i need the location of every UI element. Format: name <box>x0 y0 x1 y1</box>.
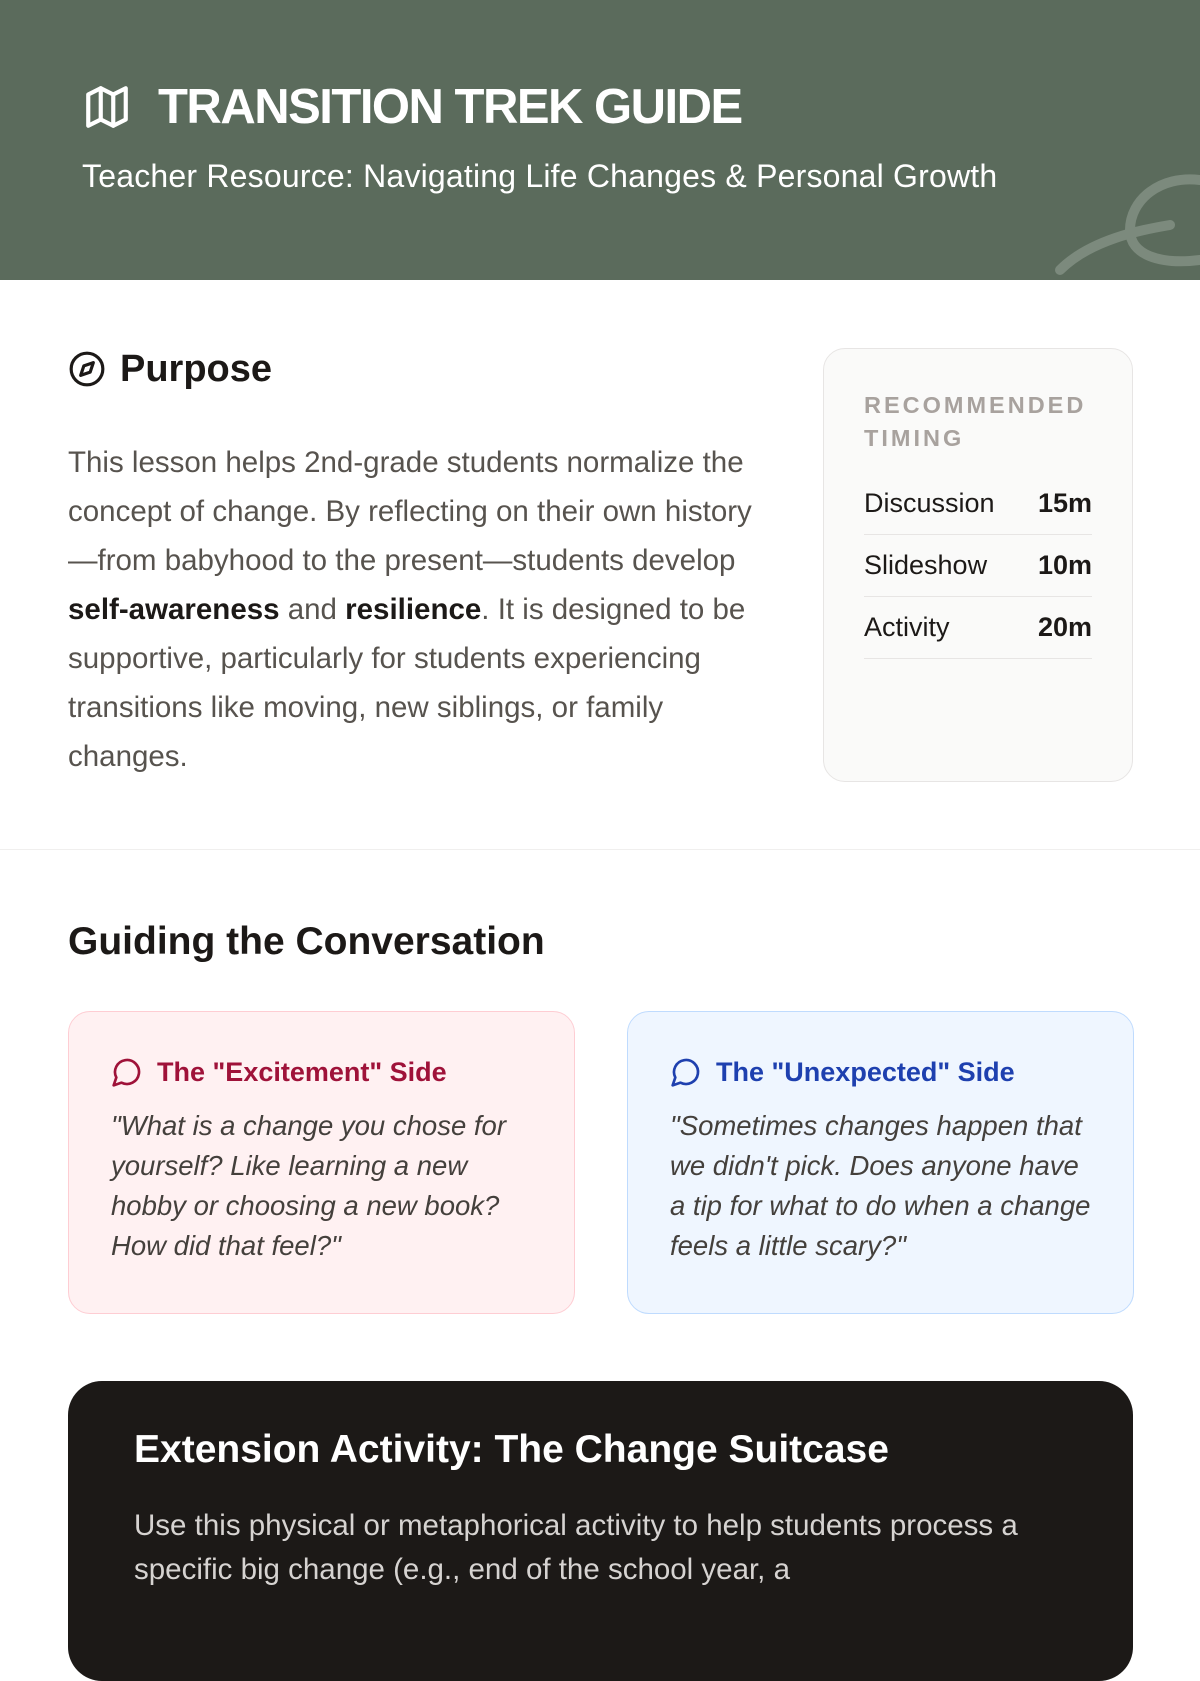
prompt-quote: "What is a change you chose for yourself? Like learning a new hobby or choosing a new book? How did that feel?" <box>111 1110 506 1261</box>
prompt-card-unexpected <box>627 1011 1134 1314</box>
extension-text: Use this physical or metaphorical activity to help students process a specific big change (e.g., end of the school year, a <box>134 1508 1018 1586</box>
timing-value: 20m <box>1037 612 1092 642</box>
timing-row-discussion <box>864 473 1092 535</box>
header-subtitle: Teacher Resource: Navigating Life Changes & Personal Growth <box>82 158 998 194</box>
prompt-title-text: The "Excitement" Side <box>157 1057 447 1087</box>
map-icon <box>82 82 132 132</box>
prompt-card-excitement <box>68 1011 575 1314</box>
leaf-decoration-icon <box>1050 170 1200 280</box>
prompt-title-text: The "Unexpected" Side <box>716 1057 1015 1087</box>
timing-name: Slideshow <box>864 550 988 580</box>
extension-activity-card <box>68 1381 1133 1681</box>
extension-title: Extension Activity: The Change Suitcase <box>134 1428 889 1471</box>
timing-value: 15m <box>1037 488 1092 518</box>
timing-label: RECOMMENDED TIMING <box>864 392 1087 451</box>
timing-row-activity <box>864 597 1092 659</box>
prompt-title <box>111 1052 532 1092</box>
purpose-bold-2: resilience <box>345 593 482 626</box>
purpose-text-3: . It is designed to be supportive, particularly for students experiencing transitions like moving, new siblings, or family changes. <box>68 593 746 773</box>
timing-name: Activity <box>864 612 950 642</box>
timing-card <box>823 348 1133 782</box>
timing-row-slideshow <box>864 535 1092 597</box>
compass-icon <box>68 350 106 388</box>
purpose-heading <box>68 350 272 388</box>
brand-title: TRANSITION TREK GUIDE <box>158 79 742 134</box>
purpose-title: Purpose <box>120 348 273 390</box>
timing-value: 10m <box>1037 550 1092 580</box>
purpose-text-2: and <box>279 593 346 626</box>
chat-bubble-icon <box>111 1056 143 1088</box>
purpose-bold-1: self-awareness <box>68 593 280 626</box>
guiding-heading: Guiding the Conversation <box>68 920 545 963</box>
header-title-row <box>82 79 742 134</box>
page-header <box>0 0 1200 280</box>
section-divider <box>0 849 1200 850</box>
purpose-text-1: This lesson helps 2nd-grade students normalize the concept of change. By reflecting on their own history—from babyhood to the present—students develop <box>68 446 752 577</box>
timing-name: Discussion <box>864 488 995 518</box>
prompt-quote: "Sometimes changes happen that we didn't pick. Does anyone have a tip for what to do when a change feels a little scary?" <box>670 1110 1091 1261</box>
chat-bubble-icon <box>670 1056 702 1088</box>
prompt-title <box>670 1052 1091 1092</box>
purpose-text <box>68 438 768 781</box>
